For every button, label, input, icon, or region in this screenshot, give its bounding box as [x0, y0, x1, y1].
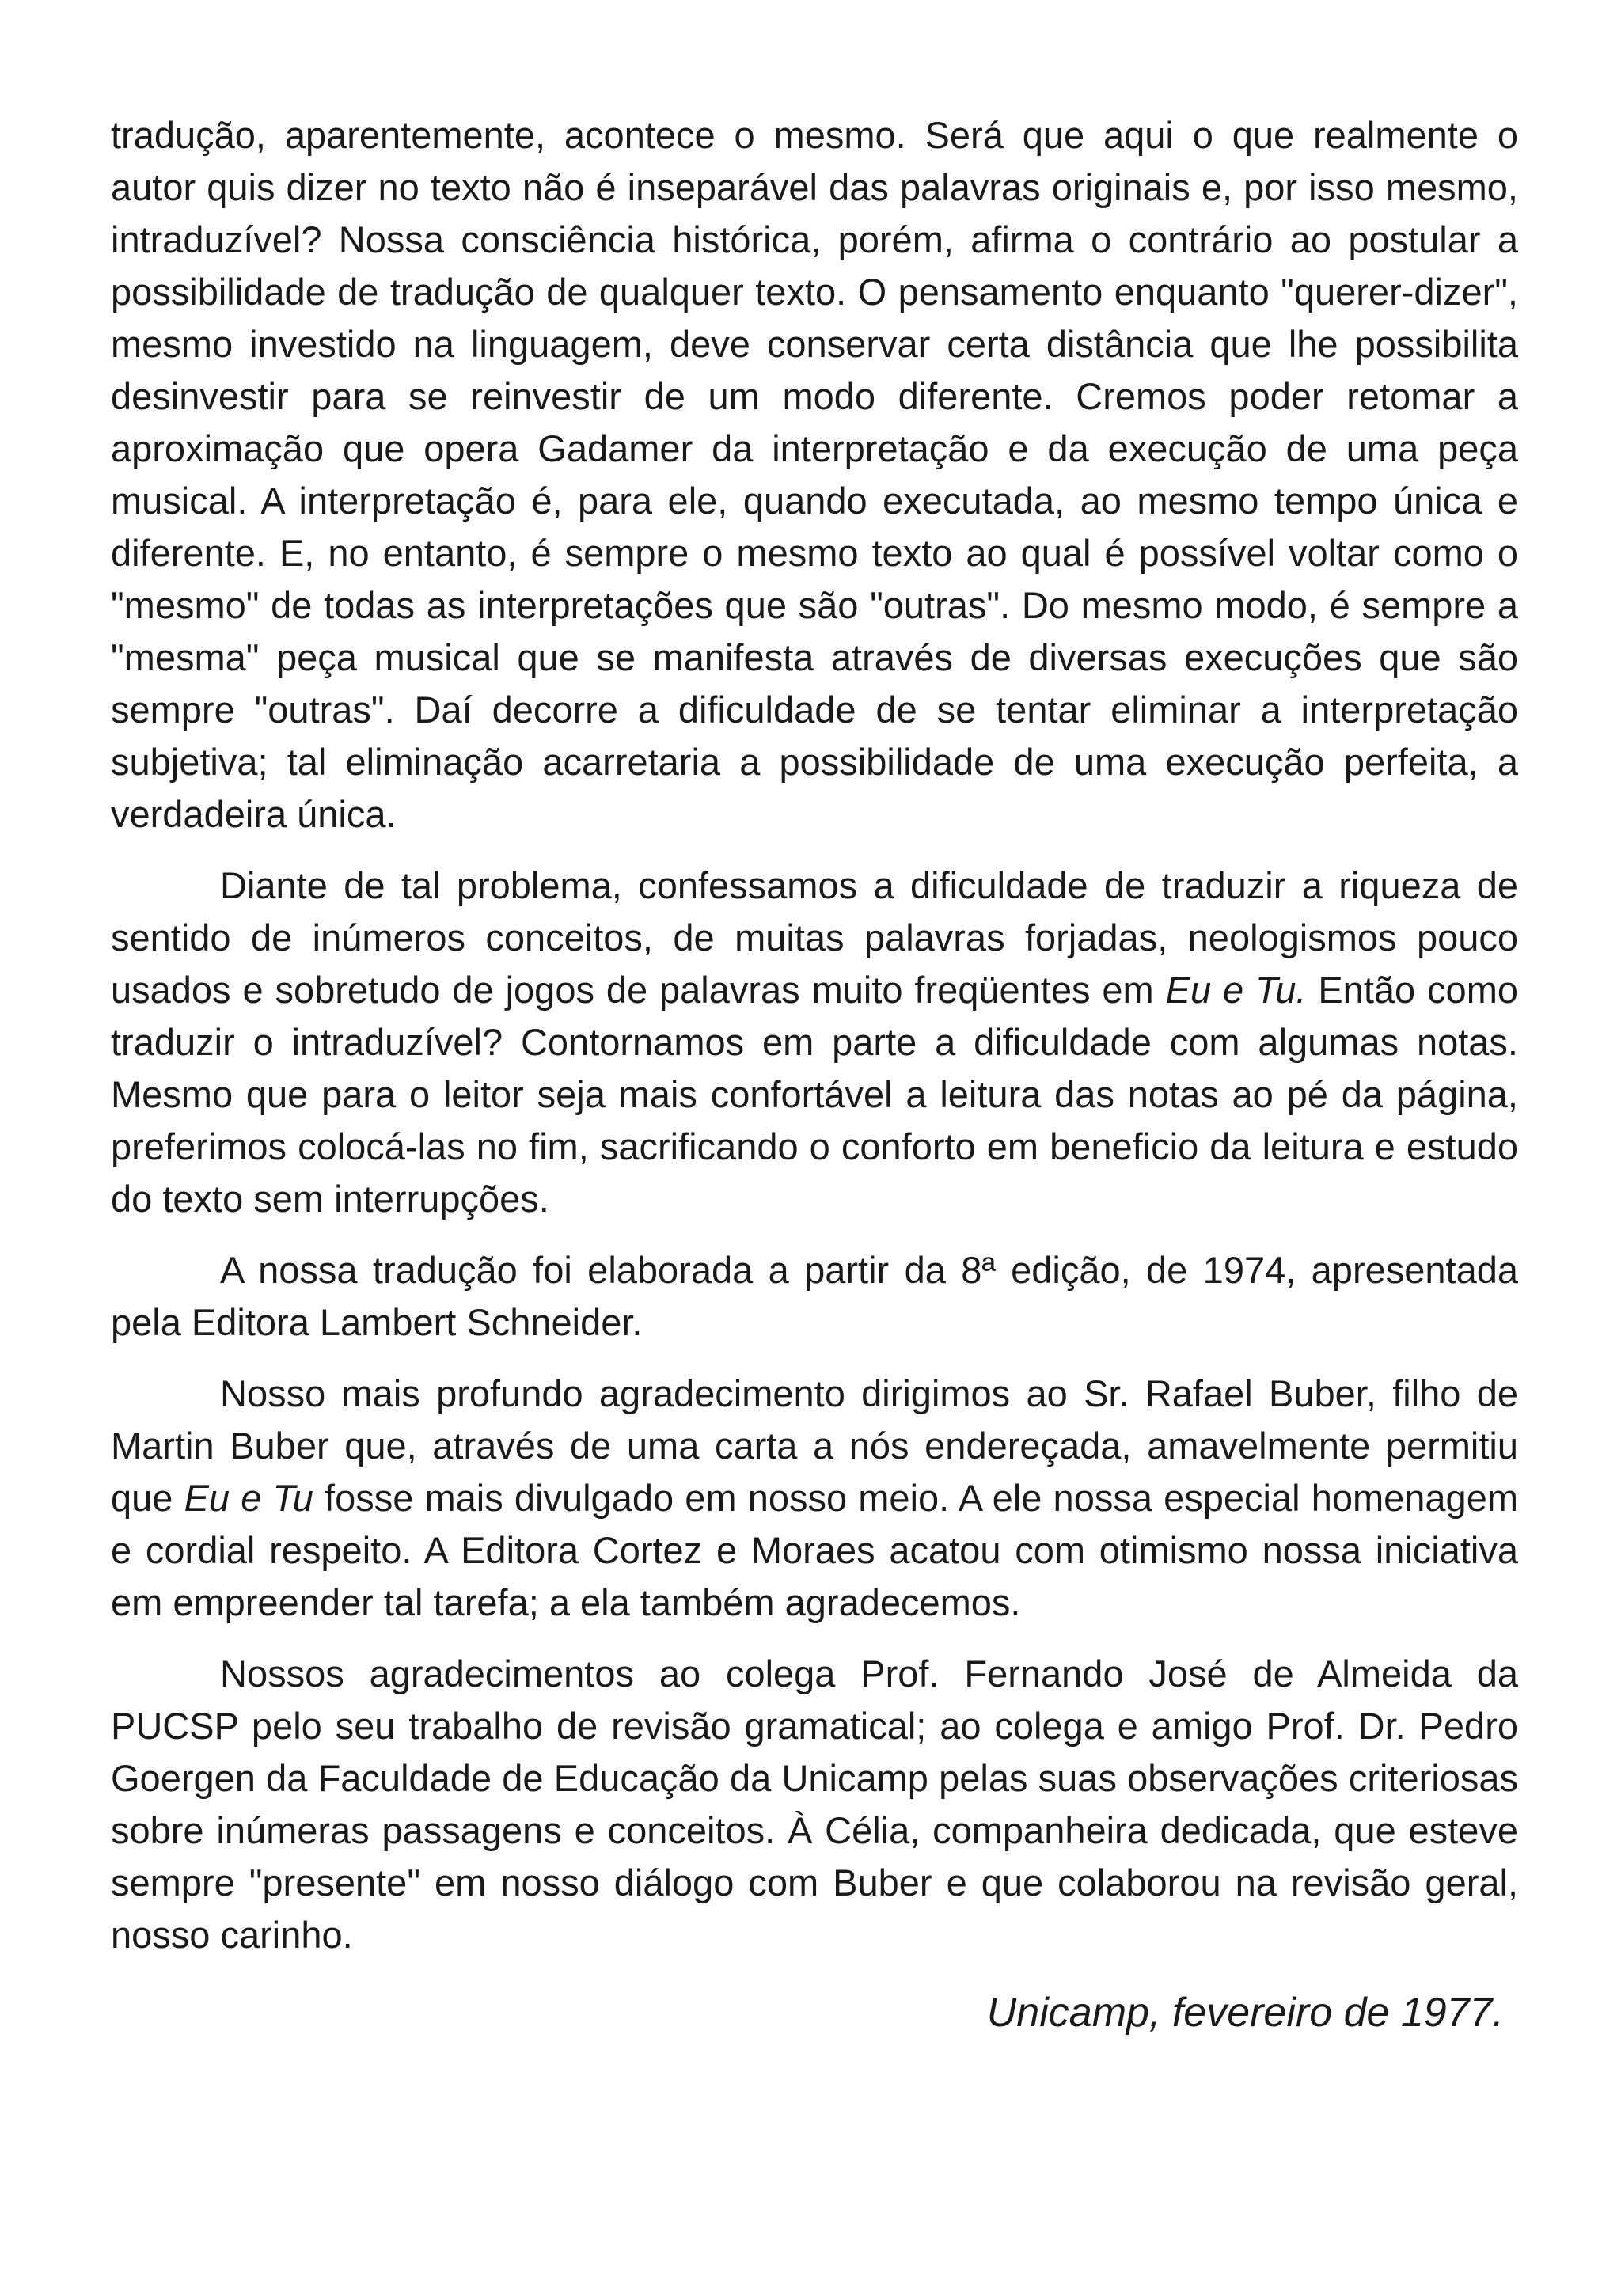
paragraph-text: Nosso mais profundo agradecimento dirigimos ao Sr. Rafael Buber, filho de Martin Buber que, através de uma carta a nós endereçada, amavelmente permitiu que — [111, 1372, 1518, 1519]
book-title-italic: Eu e Tu — [184, 1477, 313, 1519]
paragraph-text: fosse mais divulgado em nosso meio. A ele nossa especial homenagem e cordial respeito. A Editora Cortez e Moraes acatou com otimismo nossa iniciativa em empreender tal tarefa; a ela também agradecemos. — [111, 1477, 1518, 1623]
paragraph-text: Diante de tal problema, confessamos a dificuldade de traduzir a riqueza de sentido de inúmeros conceitos, de muitas palavras forjadas, neologismos pouco usados e sobretudo de jogos de palavras muito freqüentes em — [111, 864, 1518, 1011]
book-title-italic: Eu e Tu. — [1165, 969, 1307, 1011]
paragraph-text: A nossa tradução foi elaborada a partir da 8ª edição, de 1974, apresentada pela Editora Lambert Schneider. — [111, 1249, 1518, 1343]
paragraph-text: Nossos agradecimentos ao colega Prof. Fernando José de Almeida da PUCSP pelo seu trabalho de revisão gramatical; ao colega e amigo Prof. Dr. Pedro Goergen da Faculdade de Educação da Unicamp pelas suas observações criteriosas sobre inúmeras passagens e conceitos. À Célia, companheira dedicada, que esteve sempre "presente" em nosso diálogo com Buber e que colaborou na revisão geral, nosso carinho. — [111, 1653, 1518, 1956]
paragraph-translation-difficulty — [111, 860, 1518, 1225]
document-page — [111, 109, 1518, 2040]
paragraph-acknowledgement-buber — [111, 1368, 1518, 1629]
paragraph-text: tradução, aparentemente, acontece o mesmo. Será que aqui o que realmente o autor quis dizer no texto não é inseparável das palavras originais e, por isso mesmo, intraduzível? Nossa consciência histórica, porém, afirma o contrário ao postular a possibilidade de tradução de qualquer texto. O pensamento enquanto "querer-dizer", mesmo investido na linguagem, deve conservar certa distância que lhe possibilita desinvestir para se reinvestir de um modo diferente. Cremos poder retomar a aproximação que opera Gadamer da interpretação e da execução de uma peça musical. A interpretação é, para ele, quando executada, ao mesmo tempo única e diferente. E, no entanto, é sempre o mesmo texto ao qual é possível voltar como o "mesmo" de todas as interpretações que são "outras". Do mesmo modo, é sempre a "mesma" peça musical que se manifesta através de diversas execuções que são sempre "outras". Daí decorre a dificuldade de se tentar eliminar a interpretação subjetiva; tal eliminação acarretaria a possibilidade de uma execução perfeita, a verdadeira única. — [111, 114, 1518, 835]
signature-place-date: Unicamp, fevereiro de 1977. — [986, 1990, 1504, 2036]
paragraph-acknowledgement-colleagues — [111, 1648, 1518, 1961]
paragraph-text: Então como traduzir o intraduzível? Contornamos em parte a dificuldade com algumas notas. Mesmo que para o leitor seja mais confortável a leitura das notas ao pé da página, preferimos colocá-las no fim, sacrificando o conforto em beneficio da leitura e estudo do texto sem interrupções. — [111, 969, 1518, 1220]
paragraph-translation-interpretation — [111, 109, 1518, 841]
paragraph-edition-source — [111, 1244, 1518, 1349]
